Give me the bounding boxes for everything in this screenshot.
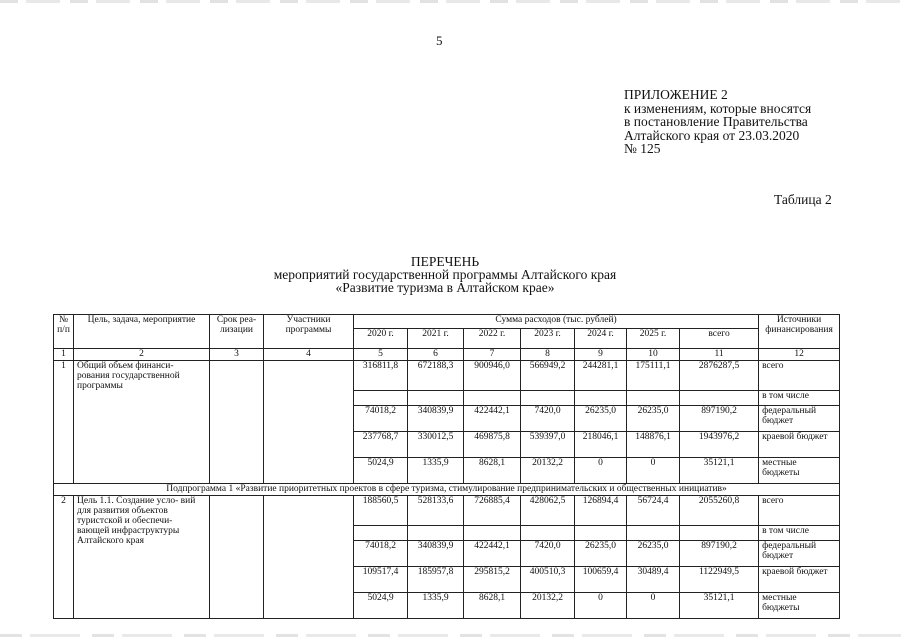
appendix-line: Алтайского края от 23.03.2020 xyxy=(624,127,800,143)
amount-cell: 30489,4 xyxy=(627,567,680,593)
amount-cell xyxy=(408,391,464,406)
amount-cell: 148876,1 xyxy=(627,432,680,458)
amount-cell: 428062,5 xyxy=(521,496,575,526)
column-number-row xyxy=(54,349,840,361)
total-cell: 2876287,5 xyxy=(680,361,759,391)
scan-edge-top xyxy=(0,0,901,3)
header-year: 2024 г. xyxy=(575,329,627,349)
amount-cell: 469875,8 xyxy=(464,432,521,458)
title-line-1: ПЕРЕЧЕНЬ xyxy=(410,254,480,269)
row-participants xyxy=(264,496,354,619)
col-number: 12 xyxy=(759,349,840,361)
amount-cell: 900946,0 xyxy=(464,361,521,391)
total-cell: 1943976,2 xyxy=(680,432,759,458)
amount-cell: 26235,0 xyxy=(575,406,627,432)
amount-cell: 400510,3 xyxy=(521,567,575,593)
total-cell: 35121,1 xyxy=(680,593,759,619)
amount-cell: 422442,1 xyxy=(464,541,521,567)
appendix-line: в постановление Правительства xyxy=(624,114,808,129)
amount-cell: 5024,9 xyxy=(354,458,408,484)
col-number: 4 xyxy=(264,349,354,361)
table-label: Таблица 2 xyxy=(774,192,832,207)
scan-edge-bottom xyxy=(0,634,901,637)
col-number: 7 xyxy=(464,349,521,361)
amount-cell xyxy=(521,526,575,541)
header-participants: Участники программы xyxy=(264,315,354,349)
amount-cell xyxy=(627,526,680,541)
col-number: 1 xyxy=(54,349,74,361)
amount-cell: 726885,4 xyxy=(464,496,521,526)
amount-cell: 20132,2 xyxy=(521,593,575,619)
total-cell: 897190,2 xyxy=(680,541,759,567)
subprogram-row xyxy=(54,484,840,496)
funding-source: федеральный бюджет xyxy=(759,406,840,432)
appendix-block xyxy=(624,88,811,156)
col-number: 2 xyxy=(74,349,210,361)
total-cell: 35121,1 xyxy=(680,458,759,484)
header-total: всего xyxy=(680,329,759,349)
amount-cell: 7420,0 xyxy=(521,541,575,567)
funding-source: местные бюджеты xyxy=(759,458,840,484)
col-number: 5 xyxy=(354,349,408,361)
table-row xyxy=(54,496,840,526)
appendix-line: к изменениям, которые вносятся xyxy=(624,100,812,116)
row-number: 1 xyxy=(54,361,74,484)
col-number: 8 xyxy=(521,349,575,361)
total-cell xyxy=(680,526,759,541)
row-participants xyxy=(264,361,354,484)
amount-cell xyxy=(354,391,408,406)
amount-cell: 0 xyxy=(575,458,627,484)
amount-cell xyxy=(521,391,575,406)
header-year: 2021 г. xyxy=(408,329,464,349)
amount-cell: 330012,5 xyxy=(408,432,464,458)
col-number: 10 xyxy=(627,349,680,361)
amount-cell: 20132,2 xyxy=(521,458,575,484)
funding-source: всего xyxy=(759,361,840,391)
amount-cell xyxy=(464,391,521,406)
amount-cell xyxy=(575,391,627,406)
header-year: 2022 г. xyxy=(464,329,521,349)
subprogram-title: Подпрограмма 1 «Развитие приоритетных проектов в сфере туризма, стимулирование предпринимательских и общественных инициатив» xyxy=(54,484,840,496)
amount-cell: 0 xyxy=(627,593,680,619)
amount-cell: 340839,9 xyxy=(408,406,464,432)
amount-cell: 8628,1 xyxy=(464,593,521,619)
amount-cell: 5024,9 xyxy=(354,593,408,619)
amount-cell: 237768,7 xyxy=(354,432,408,458)
row-number: 2 xyxy=(54,496,74,619)
amount-cell xyxy=(464,526,521,541)
amount-cell: 185957,8 xyxy=(408,567,464,593)
table-row xyxy=(54,361,840,391)
amount-cell: 672188,3 xyxy=(408,361,464,391)
col-number: 11 xyxy=(680,349,759,361)
title-line-3: «Развитие туризма в Алтайском крае» xyxy=(335,280,555,295)
amount-cell: 1335,9 xyxy=(408,593,464,619)
amount-cell: 26235,0 xyxy=(575,541,627,567)
document-title xyxy=(200,255,690,294)
amount-cell: 1335,9 xyxy=(408,458,464,484)
header-num: № п/п xyxy=(54,315,74,349)
amount-cell: 26235,0 xyxy=(627,406,680,432)
total-cell: 897190,2 xyxy=(680,406,759,432)
funding-source: в том числе xyxy=(759,526,840,541)
header-sources: Источники финансирования xyxy=(759,315,840,349)
amount-cell: 566949,2 xyxy=(521,361,575,391)
amount-cell: 109517,4 xyxy=(354,567,408,593)
amount-cell: 100659,4 xyxy=(575,567,627,593)
funding-source: местные бюджеты xyxy=(759,593,840,619)
amount-cell xyxy=(575,526,627,541)
funding-source: краевой бюджет xyxy=(759,432,840,458)
page-number: 5 xyxy=(436,33,443,48)
amount-cell xyxy=(627,391,680,406)
amount-cell: 422442,1 xyxy=(464,406,521,432)
amount-cell: 56724,4 xyxy=(627,496,680,526)
amount-cell: 244281,1 xyxy=(575,361,627,391)
amount-cell: 539397,0 xyxy=(521,432,575,458)
amount-cell: 74018,2 xyxy=(354,541,408,567)
title-line-2: мероприятий государственной программы Алтайского края xyxy=(273,267,617,282)
funding-source: федеральный бюджет xyxy=(759,541,840,567)
amount-cell xyxy=(408,526,464,541)
total-cell: 2055260,8 xyxy=(680,496,759,526)
amount-cell: 528133,6 xyxy=(408,496,464,526)
header-goal: Цель, задача, мероприятие xyxy=(74,315,210,349)
funding-source: в том числе xyxy=(759,391,840,406)
header-term: Срок реа- лизации xyxy=(210,315,264,349)
amount-cell: 26235,0 xyxy=(627,541,680,567)
amount-cell: 0 xyxy=(575,593,627,619)
amount-cell xyxy=(354,526,408,541)
amount-cell: 316811,8 xyxy=(354,361,408,391)
expenditure-table xyxy=(53,314,840,619)
total-cell: 1122949,5 xyxy=(680,567,759,593)
header-year: 2023 г. xyxy=(521,329,575,349)
row-goal: Цель 1.1. Создание усло- вий для развития объектов туристской и обеспечи- вающей инфраструктуры Алтайского края xyxy=(74,496,210,619)
funding-source: всего xyxy=(759,496,840,526)
amount-cell: 74018,2 xyxy=(354,406,408,432)
header-year: 2025 г. xyxy=(627,329,680,349)
amount-cell: 340839,9 xyxy=(408,541,464,567)
amount-cell: 188560,5 xyxy=(354,496,408,526)
appendix-line: № 125 xyxy=(624,141,661,156)
header-sum: Сумма расходов (тыс. рублей) xyxy=(354,315,759,329)
header-year: 2020 г. xyxy=(354,329,408,349)
row-term xyxy=(210,496,264,619)
amount-cell: 7420,0 xyxy=(521,406,575,432)
col-number: 3 xyxy=(210,349,264,361)
funding-source: краевой бюджет xyxy=(759,567,840,593)
amount-cell: 295815,2 xyxy=(464,567,521,593)
amount-cell: 218046,1 xyxy=(575,432,627,458)
row-goal: Общий объем финанси- рования государственной программы xyxy=(74,361,210,484)
amount-cell: 126894,4 xyxy=(575,496,627,526)
appendix-line: ПРИЛОЖЕНИЕ 2 xyxy=(624,87,728,102)
col-number: 6 xyxy=(408,349,464,361)
total-cell xyxy=(680,391,759,406)
amount-cell: 175111,1 xyxy=(627,361,680,391)
amount-cell: 8628,1 xyxy=(464,458,521,484)
col-number: 9 xyxy=(575,349,627,361)
amount-cell: 0 xyxy=(627,458,680,484)
row-term xyxy=(210,361,264,484)
